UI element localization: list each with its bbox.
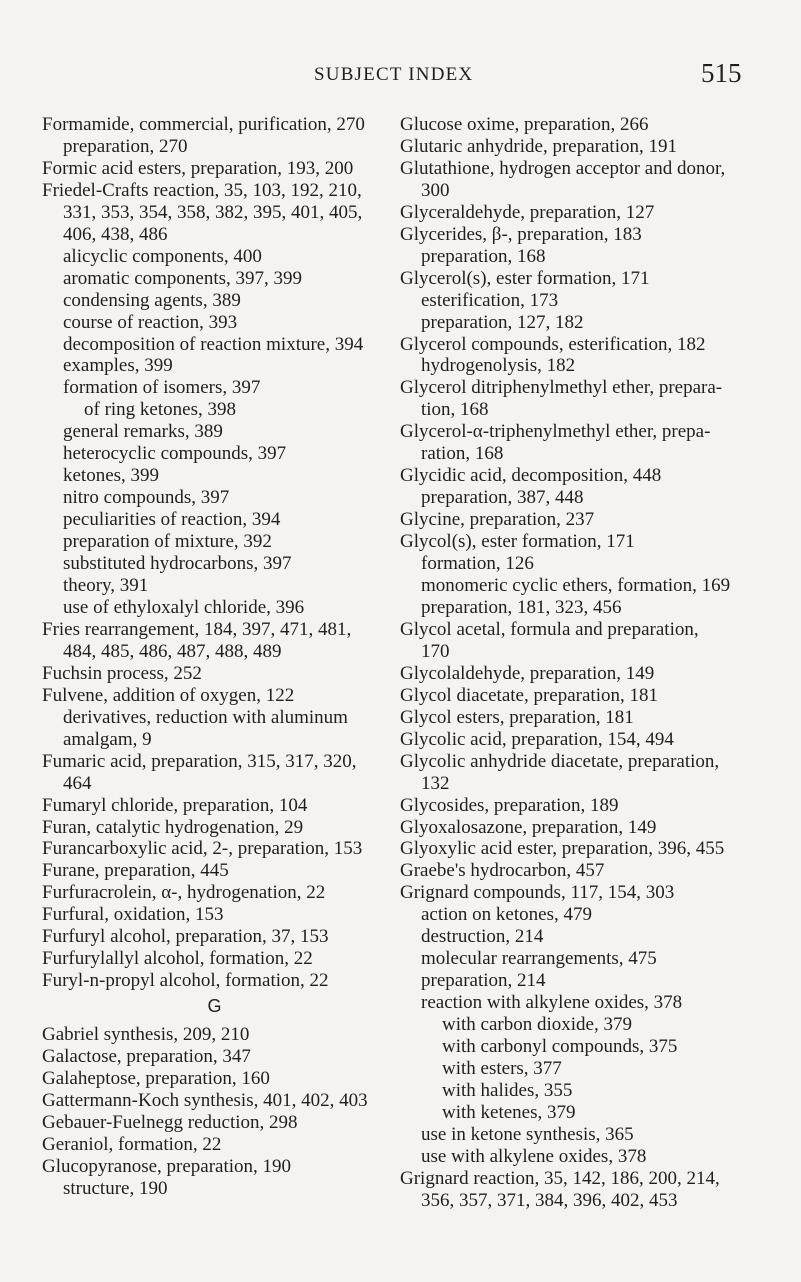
index-subentry: monomeric cyclic ethers, formation, 169: [421, 575, 731, 597]
index-entry: Furan, catalytic hydrogenation, 29: [42, 816, 304, 838]
index-subentry: condensing agents, 389: [63, 289, 241, 311]
index-subentry: alicyclic components, 400: [63, 245, 262, 267]
index-subentry: preparation, 270: [63, 135, 188, 157]
index-entry: Glycol esters, preparation, 181: [400, 706, 634, 728]
index-entry: Glyceraldehyde, preparation, 127: [400, 201, 655, 223]
index-subentry: with halides, 355: [442, 1079, 573, 1101]
index-subentry: formation of isomers, 397: [63, 377, 261, 399]
index-column-left: [42, 114, 387, 1200]
index-entry: Formamide, commercial, purification, 270: [42, 114, 365, 135]
index-subentry: molecular rearrangements, 475: [421, 948, 657, 970]
index-subentry: decomposition of reaction mixture, 394: [63, 333, 364, 355]
index-subentry: preparation, 181, 323, 456: [421, 596, 622, 618]
index-subentry: use in ketone synthesis, 365: [421, 1123, 634, 1145]
index-entry: Glycerol ditriphenylmethyl ether, prepara-: [400, 377, 723, 399]
index-subentry: structure, 190: [63, 1177, 168, 1199]
index-entry: Galaheptose, preparation, 160: [42, 1067, 270, 1089]
index-entry: Furfural, oxidation, 153: [42, 904, 224, 926]
index-subentry: of ring ketones, 398: [84, 399, 236, 421]
index-subentry: 170: [421, 640, 450, 662]
index-entry: Glycolic acid, preparation, 154, 494: [400, 728, 674, 750]
index-subentry: 331, 353, 354, 358, 382, 395, 401, 405,: [63, 201, 363, 223]
index-entry: Fumaryl chloride, preparation, 104: [42, 794, 308, 816]
index-subentry: with esters, 377: [442, 1057, 562, 1079]
page-number: 515: [701, 58, 742, 88]
index-subentry: preparation, 127, 182: [421, 311, 584, 333]
page-header: [0, 58, 801, 92]
index-entry: Glucose oxime, preparation, 266: [400, 114, 649, 135]
index-subentry: preparation, 214: [421, 970, 546, 992]
index-entry: Glycerol compounds, esterification, 182: [400, 333, 706, 355]
index-subentry: preparation, 168: [421, 245, 546, 267]
index-entry: Furane, preparation, 445: [42, 860, 229, 882]
index-subentry: tion, 168: [421, 399, 489, 421]
index-subentry: course of reaction, 393: [63, 311, 238, 333]
index-entry: Glucopyranose, preparation, 190: [42, 1155, 292, 1177]
index-entry: Glycol(s), ester formation, 171: [400, 531, 635, 553]
index-subentry: destruction, 214: [421, 926, 544, 948]
index-subentry: 356, 357, 371, 384, 396, 402, 453: [421, 1189, 678, 1211]
index-entry: Glyoxylic acid ester, preparation, 396, 455: [400, 838, 725, 860]
index-entry: Geraniol, formation, 22: [42, 1133, 222, 1155]
index-subentry: use with alkylene oxides, 378: [421, 1145, 647, 1167]
index-entry: Fumaric acid, preparation, 315, 317, 320,: [42, 750, 357, 772]
index-subentry: preparation of mixture, 392: [63, 531, 272, 553]
index-entry: Fries rearrangement, 184, 397, 471, 481,: [42, 618, 352, 640]
index-entry: Furfurylallyl alcohol, formation, 22: [42, 948, 313, 970]
index-subentry: reaction with alkylene oxides, 378: [421, 992, 683, 1014]
index-entry: Galactose, preparation, 347: [42, 1046, 251, 1068]
index-subentry: 484, 485, 486, 487, 488, 489: [63, 640, 282, 662]
index-subentry: ration, 168: [421, 443, 504, 465]
index-subentry: with ketenes, 379: [442, 1101, 576, 1123]
index-entry: Glutaric anhydride, preparation, 191: [400, 135, 677, 157]
index-subentry: with carbonyl compounds, 375: [442, 1036, 678, 1058]
index-entry: Glycerol-α-triphenylmethyl ether, prepa-: [400, 421, 711, 443]
running-title: SUBJECT INDEX: [314, 64, 474, 85]
index-entry: Glycosides, preparation, 189: [400, 794, 619, 816]
index-entry: Glycine, preparation, 237: [400, 509, 595, 531]
index-entry: Graebe's hydrocarbon, 457: [400, 860, 605, 882]
index-subentry: preparation, 387, 448: [421, 487, 584, 509]
index-subentry: theory, 391: [63, 575, 149, 597]
index-entry: Formic acid esters, preparation, 193, 200: [42, 157, 354, 179]
index-subentry: action on ketones, 479: [421, 904, 592, 926]
index-entry: Grignard reaction, 35, 142, 186, 200, 214,: [400, 1167, 720, 1189]
index-subentry: hydrogenolysis, 182: [421, 355, 576, 377]
index-entry: Glycolaldehyde, preparation, 149: [400, 662, 655, 684]
index-entry: Furancarboxylic acid, 2-, preparation, 153: [42, 838, 363, 860]
index-column-right: [400, 114, 760, 1212]
index-subentry: substituted hydrocarbons, 397: [63, 553, 292, 575]
index-subentry: esterification, 173: [421, 289, 559, 311]
index-entry: Glycolic anhydride diacetate, preparation,: [400, 750, 720, 772]
index-entry: Glutathione, hydrogen acceptor and donor,: [400, 157, 726, 179]
index-subentry: 300: [421, 179, 450, 201]
index-subentry: general remarks, 389: [63, 421, 223, 443]
index-entry: Glyoxalosazone, preparation, 149: [400, 816, 657, 838]
index-entry: Fulvene, addition of oxygen, 122: [42, 684, 295, 706]
index-entry: Furfuracrolein, α-, hydrogenation, 22: [42, 882, 326, 904]
index-entry: Furyl-n-propyl alcohol, formation, 22: [42, 970, 329, 992]
index-entry: Gebauer-Fuelnegg reduction, 298: [42, 1111, 298, 1133]
index-subentry: derivatives, reduction with aluminum: [63, 706, 348, 728]
index-subentry: aromatic components, 397, 399: [63, 267, 303, 289]
index-entry: Glycidic acid, decomposition, 448: [400, 465, 662, 487]
index-subentry: formation, 126: [421, 553, 534, 575]
index-subentry: 132: [421, 772, 450, 794]
index-entry: Glycerides, β-, preparation, 183: [400, 223, 642, 245]
section-letter-heading: G: [207, 996, 222, 1017]
index-entry: Gabriel synthesis, 209, 210: [42, 1024, 250, 1046]
index-subentry: with carbon dioxide, 379: [442, 1014, 632, 1036]
index-entry: Gattermann-Koch synthesis, 401, 402, 403: [42, 1089, 368, 1111]
index-subentry: ketones, 399: [63, 465, 160, 487]
index-entry: Fuchsin process, 252: [42, 662, 202, 684]
index-subentry: peculiarities of reaction, 394: [63, 509, 281, 531]
index-subentry: heterocyclic compounds, 397: [63, 443, 287, 465]
index-subentry: examples, 399: [63, 355, 173, 377]
index-subentry: 464: [63, 772, 92, 794]
index-entry: Furfuryl alcohol, preparation, 37, 153: [42, 926, 329, 948]
index-subentry: amalgam, 9: [63, 728, 152, 750]
index-subentry: use of ethyloxalyl chloride, 396: [63, 596, 305, 618]
index-entry: Glycerol(s), ester formation, 171: [400, 267, 650, 289]
index-entry: Glycol acetal, formula and preparation,: [400, 618, 699, 640]
index-subentry: nitro compounds, 397: [63, 487, 230, 509]
index-subentry: 406, 438, 486: [63, 223, 168, 245]
index-entry: Grignard compounds, 117, 154, 303: [400, 882, 675, 904]
index-entry: Friedel-Crafts reaction, 35, 103, 192, 210,: [42, 179, 362, 201]
index-entry: Glycol diacetate, preparation, 181: [400, 684, 658, 706]
